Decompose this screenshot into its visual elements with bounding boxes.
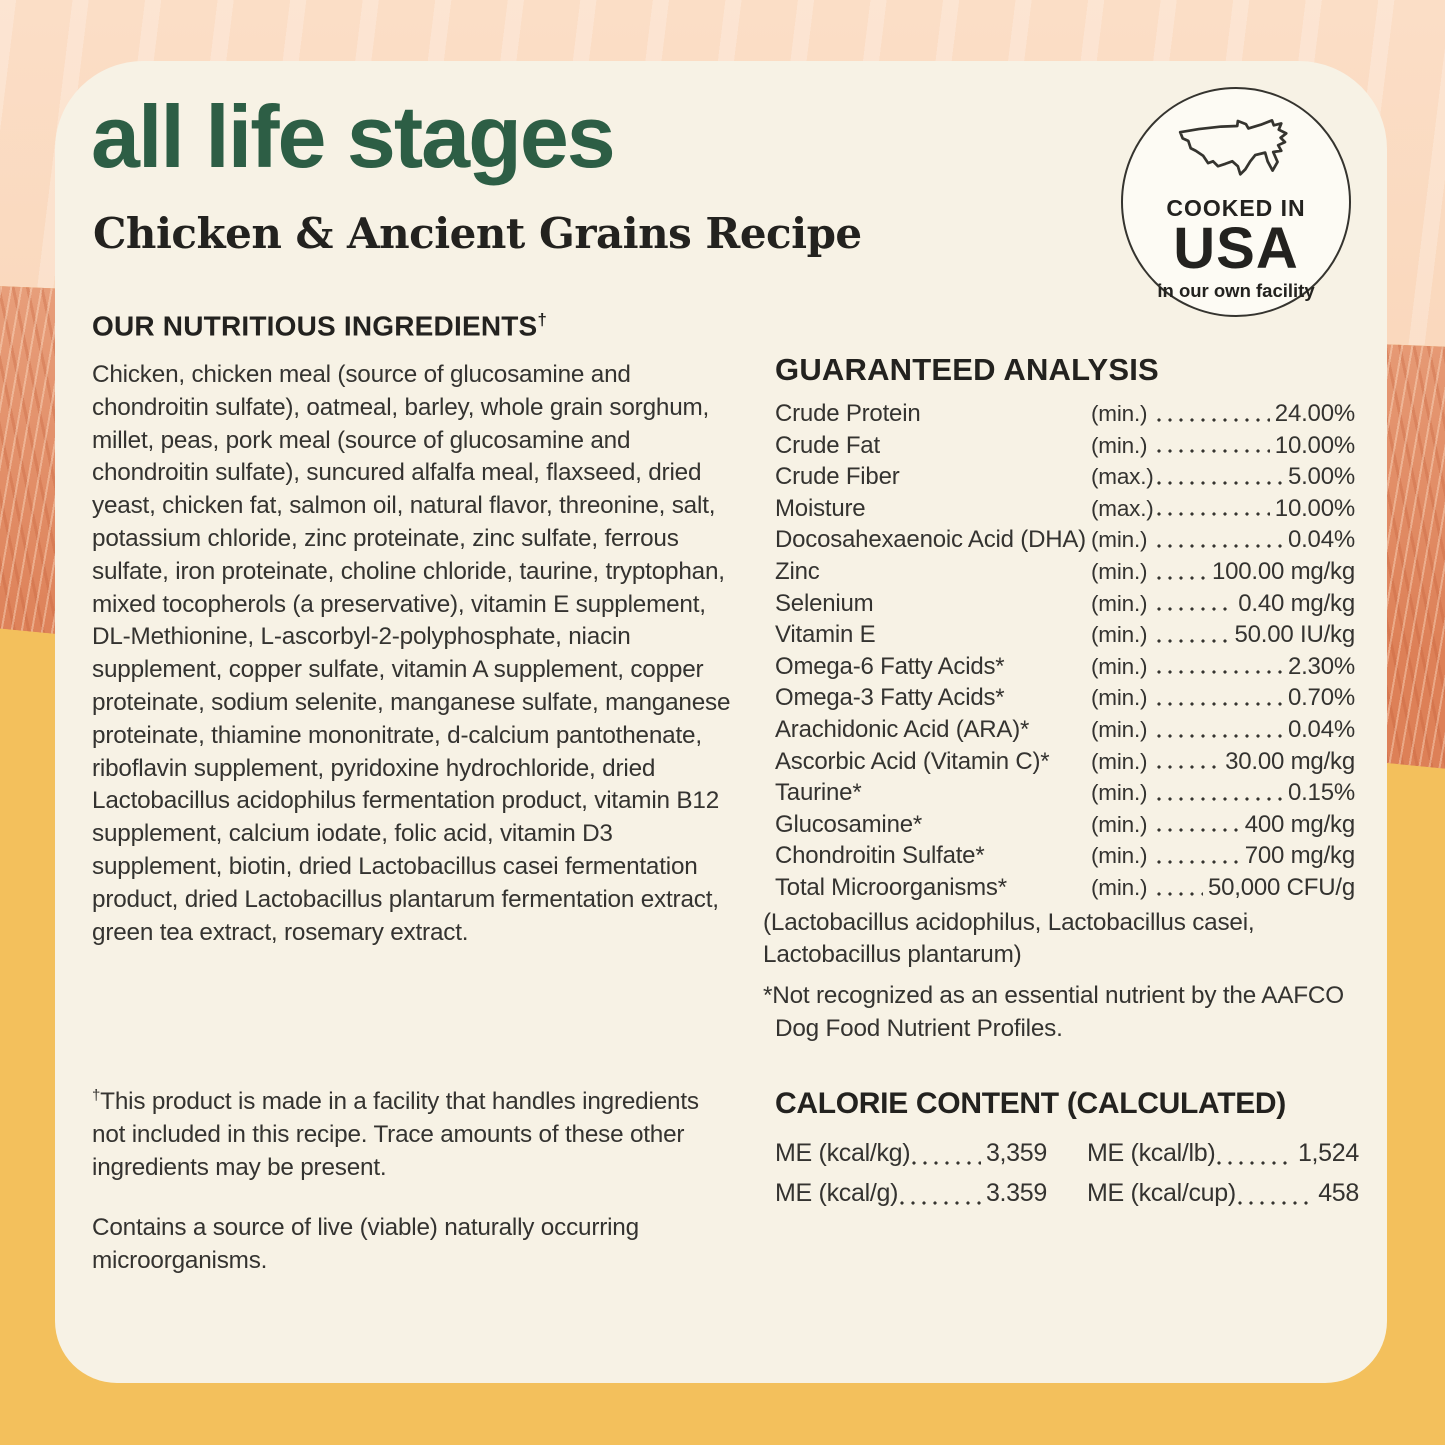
usa-map-icon [1174, 113, 1298, 191]
calorie-content-table [775, 1133, 1375, 1213]
calorie-column-right [1087, 1133, 1359, 1213]
analysis-row [775, 524, 1355, 556]
badge-facility: in our own facility [1157, 280, 1315, 301]
analysis-row-label: Crude Fiber [775, 463, 900, 491]
analysis-row-qualifier: (min.) [1091, 780, 1148, 806]
facility-footnote [92, 1080, 732, 1184]
analysis-row-value: 2.30% [1287, 652, 1355, 680]
analysis-row [775, 714, 1355, 746]
analysis-row-value: 5.00% [1287, 463, 1355, 491]
calorie-row [1087, 1173, 1359, 1213]
calorie-column-left [775, 1133, 1047, 1213]
leader-dots [900, 1201, 981, 1205]
analysis-row-label: Omega-3 Fatty Acids* [775, 684, 1005, 712]
analysis-row-qualifier: (min.) [1091, 811, 1148, 837]
calorie-row [775, 1173, 1047, 1213]
analysis-row-value: 50,000 CFU/g [1207, 873, 1355, 901]
analysis-row-value: 0.70% [1287, 684, 1355, 712]
analysis-row-value: 100.00 mg/kg [1211, 557, 1355, 585]
analysis-row-label: Selenium [775, 589, 874, 617]
leader-dots [1238, 1201, 1313, 1205]
analysis-row-label: Moisture [775, 494, 866, 522]
analysis-row [775, 872, 1355, 904]
analysis-row-qualifier: (min.) [1091, 527, 1148, 553]
analysis-row [775, 556, 1355, 588]
analysis-row-label: Taurine* [775, 779, 862, 807]
analysis-row-value: 10.00% [1274, 431, 1355, 459]
analysis-row-label: Ascorbic Acid (Vitamin C)* [775, 747, 1050, 775]
leader-dots [1157, 639, 1229, 643]
guaranteed-analysis-heading: GUARANTEED ANALYSIS [775, 352, 1159, 387]
analysis-row [775, 398, 1355, 430]
analysis-row-label: Vitamin E [775, 621, 876, 649]
badge-usa: USA [1173, 216, 1299, 281]
leader-dots [1157, 702, 1283, 706]
analysis-row-label: Omega-6 Fatty Acids* [775, 652, 1005, 680]
calorie-row-value: 3,359 [985, 1139, 1047, 1167]
microorganisms-note: Contains a source of live (viable) naturally occurring microorganisms. [92, 1214, 639, 1274]
analysis-row-value: 50.00 IU/kg [1234, 621, 1355, 649]
analysis-row-qualifier: (max.) [1091, 495, 1154, 521]
facility-footnote-text: This product is made in a facility that handles ingredients not included in this recipe. Trace amounts of these other ingredients may be present. [92, 1088, 699, 1181]
analysis-row-qualifier: (min.) [1091, 558, 1148, 584]
analysis-row-value: 400 mg/kg [1244, 810, 1355, 838]
leader-dots [1157, 860, 1240, 864]
analysis-row-qualifier: (min.) [1091, 748, 1148, 774]
aafco-footnote: *Not recognized as an essential nutrient by the AAFCO Dog Food Nutrient Profiles. [763, 982, 1344, 1042]
leader-dots [1157, 765, 1220, 769]
guaranteed-analysis-table [763, 398, 1355, 972]
calorie-row-label: ME (kcal/lb) [1087, 1139, 1216, 1167]
calorie-row [775, 1133, 1047, 1173]
ingredients-paragraph: Chicken, chicken meal (source of glucosamine and chondroitin sulfate), oatmeal, barley, whole grain sorghum, millet, peas, pork meal (source of glucosamine and chondroitin sulfate), suncured alfalfa meal, flaxseed, dried yeast, chicken fat, salmon oil, natural flavor, threonine, salt, potassium chloride, zinc proteinate, zinc sulfate, ferrous sulfate, iron proteinate, choline chloride, taurine, tryptophan, mixed tocopherols (a preservative), vitamin E supplement, DL-Methionine, L-ascorbyl-2-polyphosphate, niacin supplement, copper sulfate, vitamin A supplement, copper proteinate, sodium selenite, manganese sulfate, manganese proteinate, thiamine mononitrate, d-calcium pantothenate, riboflavin supplement, pyridoxine hydrochloride, dried Lactobacillus acidophilus fermentation product, vitamin B12 supplement, calcium iodate, folic acid, vitamin D3 supplement, biotin, dried Lactobacillus casei fermentation product, dried Lactobacillus plantarum fermentation extract, green tea extract, rosemary extract. [92, 361, 731, 946]
analysis-row-label: Crude Protein [775, 400, 921, 427]
analysis-row-qualifier: (min.) [1091, 653, 1148, 679]
ingredients-heading-text: OUR NUTRITIOUS INGREDIENTS [92, 310, 538, 342]
recipe-subtitle: Chicken & Ancient Grains Recipe [93, 209, 862, 258]
analysis-row [775, 777, 1355, 809]
analysis-row-value: 700 mg/kg [1244, 842, 1355, 870]
analysis-row [775, 651, 1355, 683]
analysis-row-value: 0.04% [1287, 526, 1355, 554]
dagger-mark: † [92, 1087, 101, 1104]
cooked-in-usa-badge [1121, 87, 1351, 317]
analysis-row-label: Glucosamine* [775, 810, 923, 838]
leader-dots [1157, 481, 1283, 485]
leader-dots [912, 1161, 981, 1165]
ingredients-heading [92, 310, 547, 342]
calorie-content-heading: CALORIE CONTENT (CALCULATED) [775, 1087, 1286, 1120]
analysis-row-qualifier: (max.) [1091, 464, 1154, 490]
analysis-row-value: 0.04% [1287, 715, 1355, 743]
analysis-row [775, 840, 1355, 872]
analysis-row [775, 461, 1355, 493]
calorie-row [1087, 1133, 1359, 1173]
dagger-mark: † [537, 310, 547, 329]
analysis-row-label: Docosahexaenoic Acid (DHA) [775, 526, 1086, 554]
analysis-row-value: 0.15% [1287, 779, 1355, 807]
analysis-row [775, 430, 1355, 462]
analysis-row [775, 746, 1355, 778]
analysis-row-label: Chondroitin Sulfate* [775, 842, 985, 870]
analysis-row-label: Crude Fat [775, 431, 880, 459]
leader-dots [1157, 670, 1283, 674]
calorie-row-label: ME (kcal/cup) [1087, 1179, 1236, 1207]
analysis-row-qualifier: (min.) [1091, 432, 1148, 458]
analysis-row [775, 682, 1355, 714]
analysis-row-value: 24.00% [1274, 400, 1355, 427]
label-card [55, 61, 1387, 1383]
analysis-row-qualifier: (min.) [1091, 843, 1148, 869]
leader-dots [1157, 418, 1270, 422]
leader-dots [1157, 607, 1233, 611]
analysis-row-qualifier: (min.) [1091, 622, 1148, 648]
analysis-row [775, 493, 1355, 525]
leader-dots [1157, 576, 1207, 580]
analysis-row [775, 809, 1355, 841]
leader-dots [1157, 797, 1283, 801]
analysis-row-qualifier: (min.) [1091, 590, 1148, 616]
leader-dots [1157, 734, 1283, 738]
analysis-row-value: 30.00 mg/kg [1225, 747, 1355, 775]
calorie-row-value: 1,524 [1297, 1139, 1359, 1167]
calorie-row-label: ME (kcal/g) [775, 1179, 899, 1207]
leader-dots [1157, 544, 1283, 548]
calorie-row-value: 3.359 [985, 1179, 1047, 1207]
analysis-row-label: Total Microorganisms* [775, 873, 1007, 901]
badge-cooked-in: COOKED IN [1166, 195, 1306, 221]
leader-dots [1157, 892, 1203, 896]
analysis-row-value: 10.00% [1274, 494, 1355, 522]
analysis-row-qualifier: (min.) [1091, 874, 1148, 900]
analysis-row-qualifier: (min.) [1091, 685, 1148, 711]
analysis-row-label: Arachidonic Acid (ARA)* [775, 715, 1030, 743]
microorganism-species-note: (Lactobacillus acidophilus, Lactobacillus casei, Lactobacillus plantarum) [763, 908, 1255, 969]
leader-dots [1157, 512, 1270, 516]
analysis-row-qualifier: (min.) [1091, 716, 1148, 742]
leader-dots [1157, 828, 1240, 832]
calorie-row-label: ME (kcal/kg) [775, 1139, 911, 1167]
analysis-row-value: 0.40 mg/kg [1238, 589, 1355, 617]
product-title: all life stages [91, 87, 614, 186]
analysis-row [775, 619, 1355, 651]
analysis-row-label: Zinc [775, 557, 820, 585]
leader-dots [1217, 1161, 1293, 1165]
leader-dots [1157, 449, 1270, 453]
analysis-row-qualifier: (min.) [1091, 401, 1148, 426]
analysis-row [775, 588, 1355, 620]
calorie-row-value: 458 [1318, 1179, 1359, 1207]
